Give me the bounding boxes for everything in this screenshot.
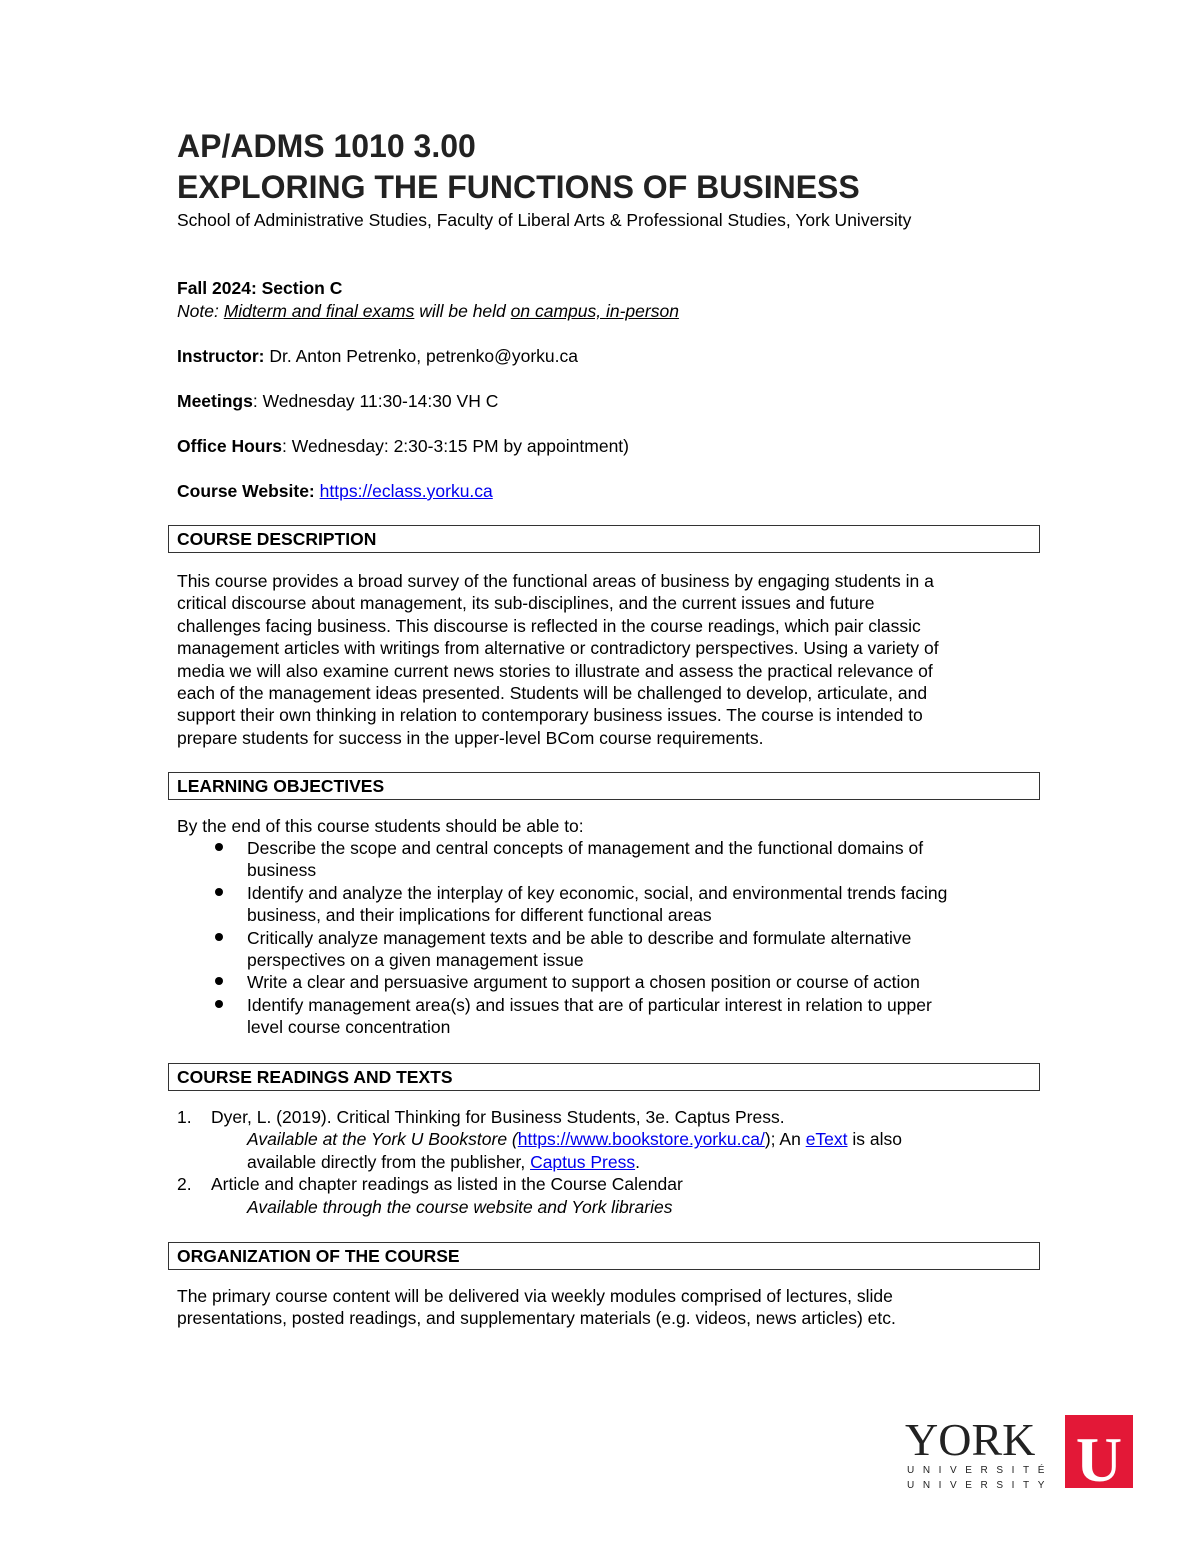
bullet-icon xyxy=(215,843,223,851)
reading-number: 1. xyxy=(177,1107,192,1127)
term-label: Fall 2024: Section C xyxy=(177,278,343,298)
instructor-line: Instructor: Dr. Anton Petrenko, petrenko@yorku.ca xyxy=(177,346,578,366)
course-description-text: This course provides a broad survey of the functional areas of business by engaging students in a critical discourse about management, its sub-disciplines, and the current issues and future challenges facing business. This discourse is reflected in the course readings, which pair classic management articles with writings from alternative or contradictory perspectives. Using a variety of media we will also examine current news stories to illustrate and assess the practical relevance of each of the management ideas presented. Students will be challenged to develop, articulate, and support their own thinking in relation to contemporary business issues. The course is intended to prepare students for success in the upper-level BCom course requirements. xyxy=(177,571,939,748)
course-website-link[interactable]: https://eclass.yorku.ca xyxy=(319,481,493,501)
logo-university: UNIVERSITY xyxy=(907,1480,1054,1491)
captus-press-link[interactable]: Captus Press xyxy=(530,1151,636,1172)
etext-link[interactable]: eText xyxy=(805,1129,848,1150)
list-item: Describe the scope and central concepts of management and the functional domains of business xyxy=(177,837,1043,882)
objectives-intro: By the end of this course students should be able to: xyxy=(177,816,584,836)
organization-header: ORGANIZATION OF THE COURSE xyxy=(168,1242,1040,1270)
exam-note-exams: Midterm and final exams xyxy=(223,301,415,321)
learning-objectives-header: LEARNING OBJECTIVES xyxy=(168,772,1040,800)
bookstore-link[interactable]: https://www.bookstore.yorku.ca/ xyxy=(517,1129,765,1150)
list-item xyxy=(177,1106,1043,1173)
logo-u-mark: U xyxy=(1075,1424,1123,1493)
exam-note: Note: Midterm and final exams will be held on campus, in-person xyxy=(177,301,679,321)
course-code: AP/ADMS 1010 3.00 xyxy=(177,128,476,164)
bullet-icon xyxy=(215,888,223,896)
meetings-line: Meetings: Wednesday 11:30-14:30 VH C xyxy=(177,391,499,411)
exam-note-location: on campus, in-person xyxy=(510,301,679,321)
bullet-icon xyxy=(215,933,223,941)
list-item: Identify management area(s) and issues that are of particular interest in relation to upper level course concentration xyxy=(177,994,1043,1039)
list-item: Write a clear and persuasive argument to support a chosen position or course of action xyxy=(177,971,1043,993)
list-item: Identify and analyze the interplay of key economic, social, and environmental trends facing business, and their implications for different functional areas xyxy=(177,882,1043,927)
organization-text: The primary course content will be delivered via weekly modules comprised of lectures, slide presentations, posted readings, and supplementary materials (e.g. videos, news articles) etc. xyxy=(177,1286,896,1329)
logo-wordmark: YORK xyxy=(905,1414,1036,1465)
office-hours-line: Office Hours: Wednesday: 2:30-3:15 PM by appointment) xyxy=(177,436,629,456)
reading-number: 2. xyxy=(177,1174,192,1195)
york-university-logo xyxy=(905,1413,1135,1493)
school-subtitle: School of Administrative Studies, Faculty of Liberal Arts & Professional Studies, York University xyxy=(177,210,912,230)
logo-universite: UNIVERSITÉ xyxy=(907,1465,1054,1476)
reading-citation: Dyer, L. (2019). Critical Thinking for Business Students, 3e. Captus Press. xyxy=(211,1107,785,1127)
reading-availability: Available at the York U Bookstore (https://www.bookstore.yorku.ca/); An eText is also xyxy=(247,1129,902,1150)
list-item: Critically analyze management texts and be able to describe and formulate alternative perspectives on a given management issue xyxy=(177,927,1043,972)
bullet-icon xyxy=(215,977,223,985)
list-item xyxy=(177,1173,1043,1218)
reading-availability: Available through the course website and York libraries xyxy=(247,1196,673,1217)
reading-citation: Article and chapter readings as listed in the Course Calendar xyxy=(211,1174,683,1195)
reading-availability-cont: available directly from the publisher, Captus Press. xyxy=(247,1151,640,1172)
readings-list xyxy=(177,1106,1043,1218)
course-title: EXPLORING THE FUNCTIONS OF BUSINESS xyxy=(177,169,860,205)
course-website-line: Course Website: https://eclass.yorku.ca xyxy=(177,481,493,501)
objectives-list xyxy=(177,837,1043,1039)
bullet-icon xyxy=(215,1000,223,1008)
course-description-header: COURSE DESCRIPTION xyxy=(168,525,1040,553)
course-readings-header: COURSE READINGS AND TEXTS xyxy=(168,1063,1040,1091)
